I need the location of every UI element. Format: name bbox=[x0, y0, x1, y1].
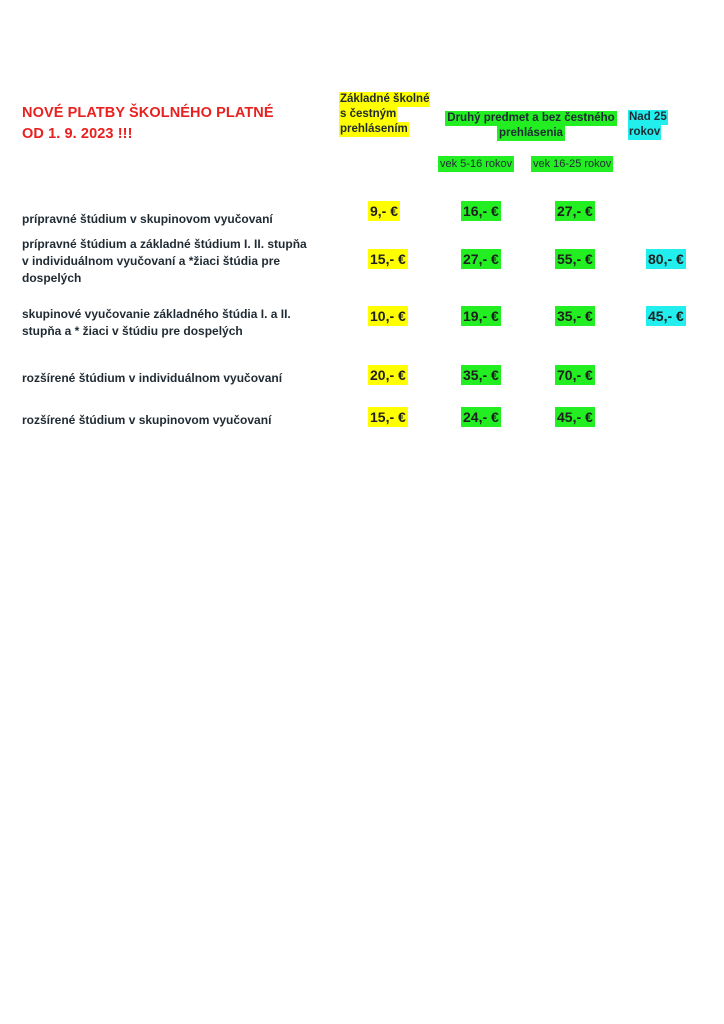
header-nad-line-2: rokov bbox=[629, 126, 661, 138]
price-row-1-zakladne: 9,- € bbox=[370, 203, 399, 219]
row-label-skupinove-vyucovanie bbox=[22, 306, 342, 340]
price-row-3-zakladne: 10,- € bbox=[370, 308, 406, 324]
row-3-label-line-1: skupinové vyučovanie základného štúdia I. a II. bbox=[22, 307, 291, 321]
row-label-pripravne-skupinove bbox=[22, 211, 342, 228]
row-2-label-line-3: dospelých bbox=[22, 271, 82, 285]
header-zakladne-line-1: Základné školné bbox=[340, 93, 430, 105]
price-row-3-nad-25: 45,- € bbox=[648, 308, 684, 324]
price-row-4-vek-16-25: 70,- € bbox=[557, 367, 593, 383]
row-1-label-line-1: prípravné štúdium v skupinovom vyučovaní bbox=[22, 212, 273, 226]
title-line-1: NOVÉ PLATBY ŠKOLNÉHO PLATNÉ bbox=[22, 105, 274, 121]
header-druhy-predmet bbox=[439, 111, 623, 141]
price-row-1-vek-5-16: 16,- € bbox=[463, 203, 499, 219]
price-row-2-zakladne: 15,- € bbox=[370, 251, 406, 267]
header-zakladne-line-2: s čestným bbox=[340, 108, 397, 120]
subheader-vek-16-25: vek 16-25 rokov bbox=[533, 158, 612, 170]
row-2-label-line-1: prípravné štúdium a základné štúdium I. II. stupňa bbox=[22, 237, 307, 251]
row-5-label-line-1: rozšírené štúdium v skupinovom vyučovaní bbox=[22, 413, 272, 427]
header-nad-25 bbox=[628, 110, 678, 140]
row-label-rozsirene-skupinove bbox=[22, 412, 342, 429]
row-label-pripravne-zakladne-individualne bbox=[22, 236, 342, 287]
price-row-2-vek-5-16: 27,- € bbox=[463, 251, 499, 267]
price-row-4-zakladne: 20,- € bbox=[370, 367, 406, 383]
price-row-2-vek-16-25: 55,- € bbox=[557, 251, 593, 267]
row-label-rozsirene-individualne bbox=[22, 370, 342, 387]
price-row-3-vek-5-16: 19,- € bbox=[463, 308, 499, 324]
price-row-3-vek-16-25: 35,- € bbox=[557, 308, 593, 324]
price-row-5-vek-5-16: 24,- € bbox=[463, 409, 499, 425]
price-row-4-vek-5-16: 35,- € bbox=[463, 367, 499, 383]
price-row-5-vek-16-25: 45,- € bbox=[557, 409, 593, 425]
page-title bbox=[22, 103, 274, 145]
header-zakladne-skolne bbox=[339, 92, 435, 137]
subheader-vek-5-16: vek 5-16 rokov bbox=[440, 158, 513, 170]
row-2-label-line-2: v individuálnom vyučovaní a *žiaci štúdia pre bbox=[22, 254, 281, 268]
header-nad-line-1: Nad 25 bbox=[629, 111, 667, 123]
title-line-2: OD 1. 9. 2023 !!! bbox=[22, 126, 133, 142]
header-zakladne-line-3: prehlásením bbox=[340, 123, 408, 135]
price-row-5-zakladne: 15,- € bbox=[370, 409, 406, 425]
header-druhy-line-1: Druhý predmet a bez čestného bbox=[447, 112, 615, 124]
row-4-label-line-1: rozšírené štúdium v individuálnom vyučovaní bbox=[22, 371, 283, 385]
price-row-1-vek-16-25: 27,- € bbox=[557, 203, 593, 219]
row-3-label-line-2: stupňa a * žiaci v štúdiu pre dospelých bbox=[22, 324, 243, 338]
price-row-2-nad-25: 80,- € bbox=[648, 251, 684, 267]
header-druhy-line-2: prehlásenia bbox=[499, 127, 563, 139]
